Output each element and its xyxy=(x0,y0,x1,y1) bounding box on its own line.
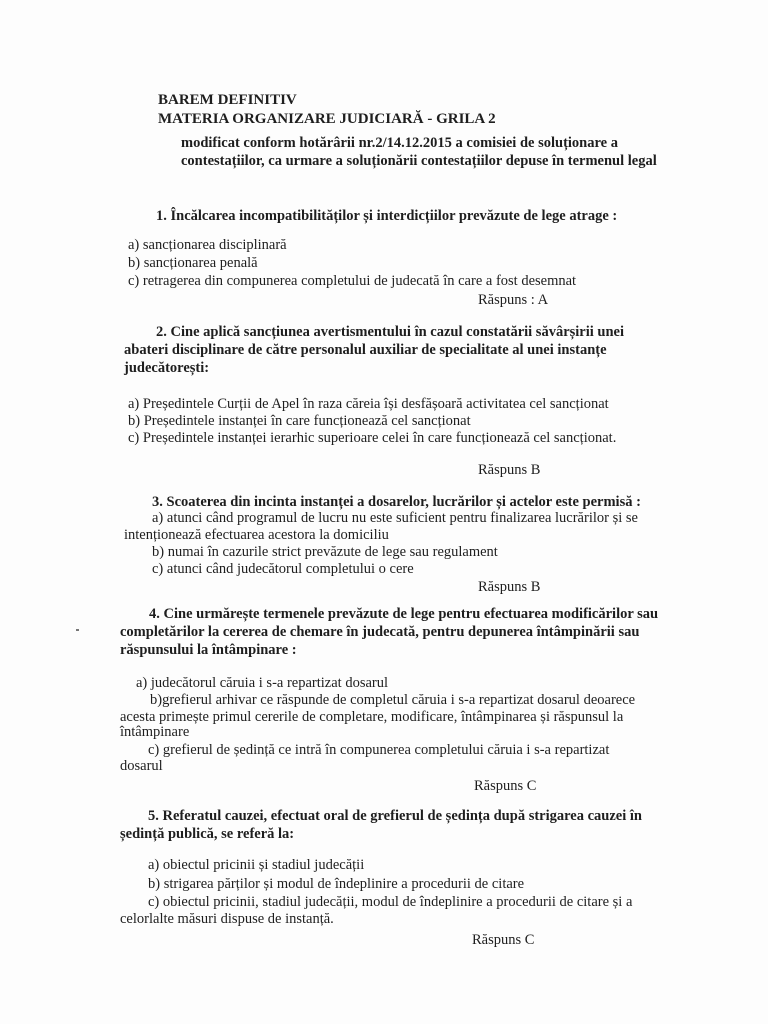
question-2-text-line-3: judecătorești: xyxy=(124,360,210,376)
question-4-text-line-2: completărilor la cererea de chemare în judecată, pentru depunerea întâmpinării sau xyxy=(120,624,640,640)
question-3-answer: Răspuns B xyxy=(478,579,541,595)
document-subtitle-1: modificat conform hotărârii nr.2/14.12.2015 a comisiei de soluționare a xyxy=(181,135,618,151)
question-4-option-a: a) judecătorul căruia i s-a repartizat dosarul xyxy=(136,675,389,691)
question-1-text: 1. Încălcarea incompatibilităților și interdicțiilor prevăzute de lege atrage : xyxy=(156,208,618,224)
document-subtitle-2: contestațiilor, ca urmare a soluționării contestațiilor depuse în termenul legal xyxy=(181,153,657,169)
question-1-answer: Răspuns : A xyxy=(478,292,549,308)
question-2-option-b: b) Președintele instanței în care funcționează cel sancționat xyxy=(128,413,471,429)
question-5-text-line-1: 5. Referatul cauzei, efectuat oral de grefierul de ședința după strigarea cauzei în xyxy=(148,808,642,824)
document-title-2: MATERIA ORGANIZARE JUDICIARĂ - GRILA 2 xyxy=(158,111,496,127)
question-3-text: 3. Scoaterea din incinta instanței a dosarelor, lucrărilor și actelor este permisă : xyxy=(152,494,641,510)
question-3-option-a-line-1: a) atunci când programul de lucru nu este suficient pentru finalizarea lucrărilor și se xyxy=(152,510,638,526)
question-1-option-b: b) sancționarea penală xyxy=(128,255,258,271)
question-5-option-b: b) strigarea părților și modul de îndeplinire a procedurii de citare xyxy=(148,876,525,892)
question-1-option-c: c) retragerea din compunerea completului de judecată în care a fost desemnat xyxy=(128,273,577,289)
scan-speck xyxy=(76,629,79,631)
question-4-text-line-3: răspunsului la întâmpinare : xyxy=(120,642,297,658)
question-4-option-b-line-3: întâmpinare xyxy=(120,724,190,740)
document-title-1: BAREM DEFINITIV xyxy=(158,92,297,108)
question-4-option-c-line-2: dosarul xyxy=(120,758,163,774)
question-5-option-a: a) obiectul pricinii și stadiul judecății xyxy=(148,857,365,873)
question-5-option-c-line-2: celorlalte măsuri dispuse de instanță. xyxy=(120,911,334,927)
question-2-answer: Răspuns B xyxy=(478,462,541,478)
question-4-text-line-1: 4. Cine urmărește termenele prevăzute de lege pentru efectuarea modificărilor sau xyxy=(149,606,659,622)
question-4-option-b-line-1: b)grefierul arhivar ce răspunde de completul căruia i s-a repartizat dosarul deoarece xyxy=(150,692,636,708)
question-3-option-b: b) numai în cazurile strict prevăzute de lege sau regulament xyxy=(152,544,498,560)
question-2-text-line-1: 2. Cine aplică sancțiunea avertismentului în cazul constatării săvârșirii unei xyxy=(156,324,625,340)
question-5-text-line-2: ședință publică, se referă la: xyxy=(120,826,295,842)
question-5-option-c-line-1: c) obiectul pricinii, stadiul judecății, modul de îndeplinire a procedurii de citare și a xyxy=(148,894,633,910)
question-3-option-a-line-2: intenționează efectuarea acestora la domiciliu xyxy=(124,527,389,543)
question-1-option-a: a) sancționarea disciplinară xyxy=(128,237,287,253)
question-2-option-c: c) Președintele instanței ierarhic superioare celei în care funcționează cel sancționat. xyxy=(128,430,617,446)
question-2-text-line-2: abateri disciplinare de către personalul auxiliar de specialitate al unei instanțe xyxy=(124,342,607,358)
question-4-answer: Răspuns C xyxy=(474,778,537,794)
question-2-option-a: a) Președintele Curții de Apel în raza căreia își desfășoară activitatea cel sancționat xyxy=(128,396,609,412)
question-4-option-c-line-1: c) grefierul de ședință ce intră în compunerea completului căruia i s-a repartizat xyxy=(148,742,610,758)
question-3-option-c: c) atunci când judecătorul completului o cere xyxy=(152,561,414,577)
question-5-answer: Răspuns C xyxy=(472,932,535,948)
question-4-option-b-line-2: acesta primește primul cererile de completare, modificare, întâmpinarea și răspunsul la xyxy=(120,709,624,725)
